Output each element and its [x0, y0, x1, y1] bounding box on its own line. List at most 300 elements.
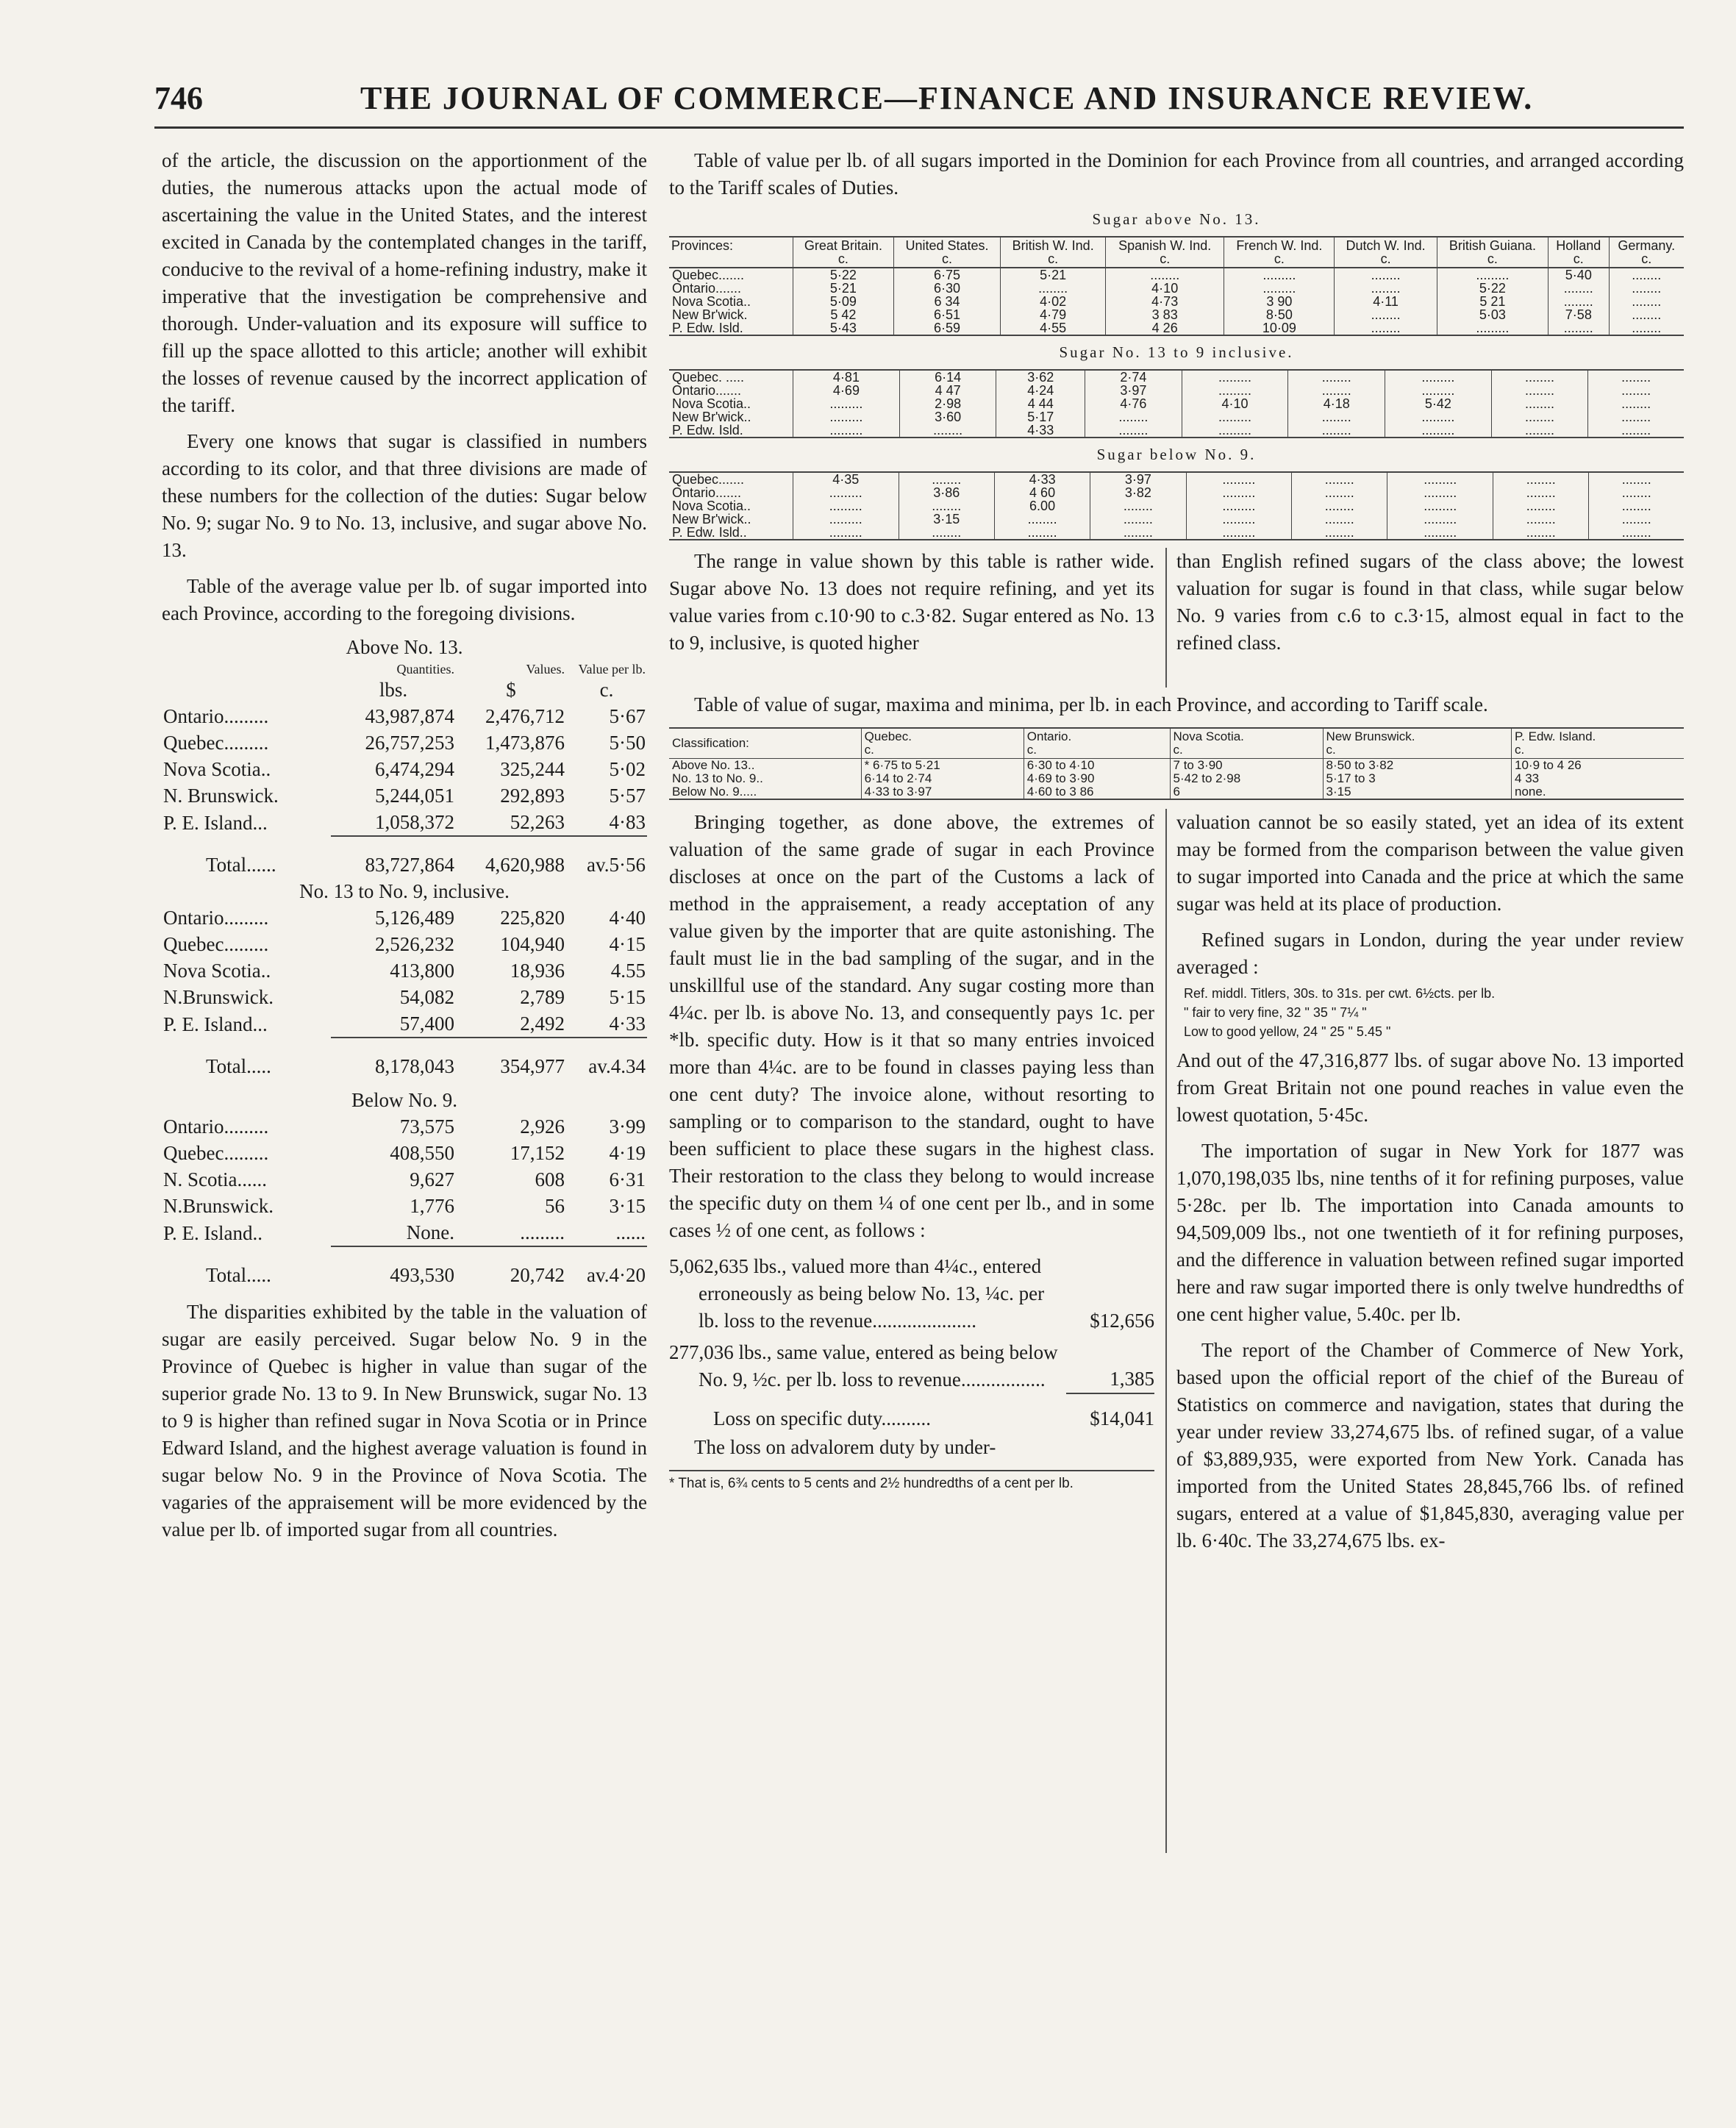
paragraph: The disparities exhibited by the table in the valuation of sugar are easily perceived. Sugar below No. 9 in the Province of Quebec is higher in value than sugar of the superior grade No. 13 to 9. In New Brunswick, sugar No. 13 to 9 is higher than refined sugar in Nova Scotia or in Prince Edward Island, and the highest average valuation is found in sugar below No. 9 in the Province of Nova Scotia. The vagaries of the appraisement will be more evidenced by the value per lb. of imported sugar from all countries.	[162, 1301, 647, 1540]
table-cell: ........	[1001, 282, 1106, 295]
table-cell: ........	[1609, 295, 1684, 308]
table-cell: ........	[1589, 499, 1684, 513]
table-cell: ........	[899, 499, 994, 513]
table-cell: 4·10	[1106, 282, 1224, 295]
table-cell: ........	[1549, 282, 1609, 295]
table-cell: ........	[1493, 472, 1589, 486]
table-cell: 5·22	[793, 268, 894, 282]
table-cell: ........	[994, 526, 1090, 540]
col-header-unit: c.	[864, 743, 874, 757]
table-cell: 4·55	[1001, 321, 1106, 335]
price-line: Low to good yellow, 24 " 25 " 5.45 "	[1184, 1024, 1391, 1039]
table-cell: ........	[899, 424, 996, 438]
table-cell: ........	[1491, 397, 1587, 410]
col-header-label: French W. Ind.	[1236, 238, 1323, 253]
table-cell: ........	[1292, 486, 1387, 499]
table-cell: 6·14 to 2·74	[861, 772, 1024, 785]
table-cell: .........	[1387, 499, 1493, 513]
table-cell: None.	[331, 1219, 456, 1246]
loss-row: 277,036 lbs., same value, entered as being below No. 9, ½c. per lb. loss to revenue................. 1,385	[669, 1341, 1154, 1390]
table-cell: 7 to 3·90	[1170, 759, 1323, 773]
section-title: Below No. 9.	[351, 1089, 457, 1111]
section-title: Sugar below No. 9.	[1096, 446, 1257, 463]
table-row	[162, 1219, 647, 1246]
table-row	[162, 756, 647, 782]
table-cell: 3 83	[1106, 308, 1224, 321]
table-row	[669, 513, 1684, 526]
table-cell: P. E. Island...	[163, 811, 268, 834]
table-cell: Quebec.......	[672, 268, 745, 282]
page-number: 746	[154, 80, 203, 116]
table-cell: 3·86	[899, 486, 994, 499]
col-header	[893, 237, 1000, 268]
table-cell: ........	[1335, 282, 1437, 295]
table-row	[669, 321, 1684, 335]
table-cell: Below No. 9.....	[669, 785, 861, 799]
col-header-label: United States.	[905, 238, 989, 253]
table-cell: 8·50 to 3·82	[1323, 759, 1511, 773]
table-cell: 608	[535, 1168, 565, 1190]
table-row	[669, 424, 1684, 438]
table-cell: Ontario.......	[672, 383, 742, 398]
table-cell: 7·58	[1549, 308, 1609, 321]
col-header-label: British W. Ind.	[1012, 238, 1094, 253]
table-row	[669, 486, 1684, 499]
table-cell: 5·43	[793, 321, 894, 335]
table-cell: .........	[1182, 424, 1288, 438]
table-cell: 3·82	[1090, 486, 1186, 499]
col-header-unit: c.	[837, 251, 849, 266]
col-header	[669, 728, 861, 759]
table-cell: Nova Scotia..	[672, 294, 751, 309]
table-cell: ........	[1292, 526, 1387, 540]
table-cell: Nova Scotia..	[672, 396, 751, 411]
table-cell: 4·33 to 3·97	[861, 785, 1024, 799]
col-header-label: British Guiana.	[1449, 238, 1536, 253]
table-cell: 5·22	[1437, 282, 1548, 295]
table-cell: ........	[1588, 410, 1684, 424]
table-cell: 4·11	[1335, 295, 1437, 308]
table-cell: .........	[1385, 370, 1491, 384]
table-cell: 5·09	[793, 295, 894, 308]
table-cell: ........	[1549, 295, 1609, 308]
table-cell: ........	[1491, 370, 1587, 384]
col-header: Quantities.	[396, 662, 454, 676]
table-cell: 56	[545, 1195, 565, 1217]
table-cell: Quebec.........	[163, 933, 269, 955]
col-header-unit: c.	[1573, 251, 1584, 266]
table-cell: New Br'wick.	[672, 307, 748, 322]
table-cell: ........	[1085, 424, 1182, 438]
col-header-label: Great Britain.	[804, 238, 882, 253]
table-cell: ........	[1588, 384, 1684, 397]
table-cell: 4·83	[566, 809, 647, 836]
table-cell: 10·09	[1224, 321, 1335, 335]
table-cell: P. Edw. Isld.	[669, 321, 793, 335]
table-cell: 6·51	[893, 308, 1000, 321]
paragraph: And out of the 47,316,877 lbs. of sugar above No. 13 imported from Great Britain not one pound reaches in value even the lowest quotation, 5·45c.	[1176, 1049, 1684, 1126]
table-cell: 6	[1170, 785, 1323, 799]
table-cell: 52,263	[456, 809, 566, 836]
table-row	[162, 809, 647, 836]
table-cell: 6·30 to 4·10	[1024, 759, 1170, 773]
table-cell: 3·15	[609, 1195, 646, 1217]
table-cell: 10·9 to 4 26	[1512, 759, 1684, 773]
table-cell: .........	[793, 397, 900, 410]
table-cell: 4 33	[1512, 772, 1684, 785]
table-cell: 26,757,253	[365, 732, 454, 754]
table-cell: 413,800	[390, 960, 454, 982]
col-header-unit: c.	[942, 251, 953, 266]
table-cell: ........	[1090, 513, 1186, 526]
paragraph: The loss on advalorem duty by under-	[694, 1436, 996, 1458]
table-cell: ........	[1090, 526, 1186, 540]
total-row: Total..... 493,530 20,742 av.4·20	[206, 1263, 646, 1286]
table-row	[162, 703, 647, 729]
table-cell: 3·15	[1323, 785, 1511, 799]
table-cell: * 6·75 to 5·21	[861, 759, 1024, 773]
paragraph: Refined sugars in London, during the year under review averaged :	[1176, 929, 1684, 978]
col-header-unit: c.	[1026, 743, 1037, 757]
table-cell: 8·50	[1224, 308, 1335, 321]
col-header	[1106, 237, 1224, 268]
table-cell: .........	[1387, 526, 1493, 540]
total-row: Total..... 8,178,043 354,977 av.4.34	[206, 1054, 646, 1077]
price-line: " fair to very fine, 32 " 35 " 7¼ "	[1184, 1005, 1367, 1020]
unit: lbs.	[379, 679, 408, 701]
table-row	[669, 759, 1684, 773]
table-cell: 4·76	[1085, 397, 1182, 410]
table-cell: 6·31	[609, 1168, 646, 1190]
table-cell: 5·02	[609, 758, 646, 780]
table-row	[669, 410, 1684, 424]
table-cell: 6.00	[994, 499, 1090, 513]
table-cell: ........	[994, 513, 1090, 526]
table-cell: 4·35	[793, 472, 899, 486]
table-cell: 3 90	[1224, 295, 1335, 308]
table-cell: ........	[1609, 282, 1684, 295]
column-rule	[1165, 548, 1167, 688]
table-cell: 3·60	[899, 410, 996, 424]
total-row: Total...... 83,727,864 4,620,988 av.5·56	[206, 853, 646, 876]
table-cell: 5,244,051	[375, 785, 454, 807]
table-row	[669, 397, 1684, 410]
table-cell: ........	[1588, 424, 1684, 438]
col-header-unit: c.	[1274, 251, 1285, 266]
col-header-unit: c.	[1487, 251, 1498, 266]
table-cell: ........	[1493, 513, 1589, 526]
table-cell: 2,526,232	[375, 933, 454, 955]
table-cell: P. Edw. Isld.	[669, 424, 793, 438]
table-cell: .........	[1437, 268, 1548, 282]
table-cell: .........	[1387, 513, 1493, 526]
col-header-unit: c.	[1380, 251, 1391, 266]
col-header-unit: c.	[1048, 251, 1059, 266]
table-row	[669, 308, 1684, 321]
table-cell: ........	[1292, 472, 1387, 486]
table-cell: .........	[793, 486, 899, 499]
table-cell: 4·69 to 3·90	[1024, 772, 1170, 785]
table-row	[669, 472, 1684, 486]
table-cell: Nova Scotia..	[672, 499, 751, 513]
paragraph: Table of value of sugar, maxima and minima, per lb. in each Province, and according to Tariff scale.	[694, 693, 1488, 715]
table-cell: 17,152	[510, 1142, 565, 1164]
col-header-unit: c.	[1641, 251, 1652, 266]
lower-text	[669, 809, 1684, 1853]
table-cell: 225,820	[500, 907, 565, 929]
paragraph: than English refined sugars of the class above; the lowest valuation for sugar is found in that class, while sugar below No. 9 varies from c.6 to c.3·15, almost equal in fact to the refined class.	[1176, 550, 1684, 654]
table-cell: none.	[1512, 785, 1684, 799]
table-cell: .........	[1182, 384, 1288, 397]
table-cell: 2,789	[520, 986, 565, 1008]
table-cell: 4·73	[1106, 295, 1224, 308]
table-cell: .........	[1385, 424, 1491, 438]
col-header	[1335, 237, 1437, 268]
table-cell: 4·10	[1182, 397, 1288, 410]
table-cell: .........	[1182, 410, 1288, 424]
table-cell: .........	[1385, 384, 1491, 397]
province-table-above-13	[669, 236, 1684, 336]
table-cell: ........	[1288, 424, 1385, 438]
table-cell: 2·74	[1085, 370, 1182, 384]
col-header	[1024, 728, 1170, 759]
table-cell: 5·50	[609, 732, 646, 754]
col-header-unit: c.	[1515, 743, 1525, 757]
table-cell: 292,893	[500, 785, 565, 807]
table-cell: 4·15	[609, 933, 646, 955]
table-cell: ........	[1288, 370, 1385, 384]
table-cell: ........	[1335, 308, 1437, 321]
table-cell: 4·19	[609, 1142, 646, 1164]
col-header-unit: c.	[1160, 251, 1171, 266]
table-cell: 3·99	[609, 1115, 646, 1138]
table-cell: 4·24	[996, 384, 1085, 397]
col-header-label: Classification:	[672, 736, 749, 750]
table-cell: 6,474,294	[375, 758, 454, 780]
table-row	[669, 772, 1684, 785]
col-header	[1170, 728, 1323, 759]
table-cell: 5,126,489	[375, 907, 454, 929]
table-cell: 1,776	[410, 1195, 454, 1217]
table-cell: ........	[899, 472, 994, 486]
col-header: Value per lb.	[578, 662, 646, 676]
table-cell: 4 26	[1106, 321, 1224, 335]
price-line: Ref. middl. Titlers, 30s. to 31s. per cwt. 6½cts. per lb.	[1184, 986, 1496, 1001]
table-cell: .........	[1437, 321, 1548, 335]
table-cell: .........	[793, 410, 900, 424]
table-cell: 2,492	[456, 1010, 566, 1038]
table-cell: 3·97	[1090, 472, 1186, 486]
section-title: Above No. 13.	[346, 636, 463, 658]
table-row	[162, 1010, 647, 1038]
table-cell: .........	[1186, 499, 1292, 513]
table-cell: 4·33	[566, 1010, 647, 1038]
table-row	[162, 782, 647, 809]
table-cell: Nova Scotia..	[163, 960, 271, 982]
table-cell: 5·57	[609, 785, 646, 807]
table-cell: 4 47	[899, 384, 996, 397]
table-cell: ........	[1085, 410, 1182, 424]
table-cell: ........	[1491, 410, 1587, 424]
header-rule	[154, 126, 1684, 129]
col-header-label: Germany.	[1618, 238, 1676, 253]
table-cell: .........	[1186, 472, 1292, 486]
table-cell: 6·30	[893, 282, 1000, 295]
loss-row: 5,062,635 lbs., valued more than 4¼c., entered erroneously as being below No. 13, ¼c. per lb. loss to the revenue..................... $12,656	[669, 1255, 1154, 1332]
table-cell: Ontario.........	[163, 705, 269, 727]
table-cell: 4·81	[793, 370, 900, 384]
table-cell: N. Scotia......	[163, 1168, 267, 1190]
table-cell: N.Brunswick.	[163, 1195, 274, 1217]
table-cell: .........	[793, 424, 900, 438]
paragraph: of the article, the discussion on the apportionment of the duties, the numerous attacks upon the actual mode of ascertaining the value in the United States, and the interest excited in Canada by the contemplated changes in the tariff, conducive to the revival of a home-refining industry, make it imperative that the investigation be comprehensive and thorough. Under-valuation and its exposure will suffice to fill up the space allotted to this article; another will exhibit the losses of revenue caused by the incorrect application of the tariff.	[162, 149, 647, 416]
table-cell: .........	[1182, 370, 1288, 384]
table-cell: Quebec.........	[163, 1142, 269, 1164]
table-cell: .........	[1385, 410, 1491, 424]
table-cell: 408,550	[390, 1142, 454, 1164]
table-cell: N. Brunswick.	[163, 785, 279, 807]
paragraph: Every one knows that sugar is classified in numbers according to its color, and that three divisions are made of these numbers for the collection of the duties: Sugar below No. 9; sugar No. 9 to No. 13, inclusive, and sugar above No. 13.	[162, 430, 647, 561]
table-cell: ........	[1589, 486, 1684, 499]
average-value-table	[162, 662, 647, 1288]
table-cell: 4·02	[1001, 295, 1106, 308]
table-cell: 4·33	[996, 424, 1085, 438]
table-cell: ........	[1493, 486, 1589, 499]
col-header-label: Holland	[1556, 238, 1601, 253]
page-header	[154, 79, 1699, 124]
table-cell: New Br'wick..	[672, 512, 751, 526]
col-header	[1323, 728, 1511, 759]
table-cell: 3·97	[1085, 384, 1182, 397]
paragraph: The report of the Chamber of Commerce of New York, based upon the official report of the chief of the Bureau of Statistics on commerce and navigation, states that during the year under review 33,274,675 lbs. of refined sugar, of a value of $3,889,935, were exported from New York. Canada has imported from the United States 28,845,766 lbs. of refined sugars, entered at a value of $1,845,830, averaging value per lb. 6·40c. The 33,274,675 lbs. ex-	[1176, 1339, 1684, 1552]
table-cell: 5·67	[609, 705, 646, 727]
table-cell: 104,940	[500, 933, 565, 955]
table-cell: Ontario.......	[672, 281, 742, 296]
table-cell: No. 13 to No. 9..	[672, 771, 763, 785]
table-cell: New Br'wick..	[672, 410, 751, 424]
table-row	[162, 904, 647, 931]
col-header: Values.	[526, 662, 565, 676]
table-row	[162, 1193, 647, 1219]
col-header-label: Nova Scotia.	[1173, 729, 1244, 743]
table-cell: P. Edw. Isld..	[669, 526, 793, 540]
table-cell: 6·59	[893, 321, 1000, 335]
table-cell: ........	[1335, 268, 1437, 282]
table-cell: 5·21	[793, 282, 894, 295]
table-cell: .........	[1387, 486, 1493, 499]
maxima-minima-table	[669, 727, 1684, 800]
table-cell: Nova Scotia..	[163, 758, 271, 780]
col-header-unit: c.	[1173, 743, 1183, 757]
right-column	[669, 147, 1684, 1853]
table-cell: 6·14	[899, 370, 996, 384]
table-cell: 18,936	[510, 960, 565, 982]
paragraph: Table of the average value per lb. of sugar imported into each Province, according to the foregoing divisions.	[162, 575, 647, 624]
table-cell: ........	[1589, 472, 1684, 486]
table-cell: 2·98	[899, 397, 996, 410]
table-cell: ........	[1589, 513, 1684, 526]
table-row	[669, 785, 1684, 799]
table-cell: 5·21	[1001, 268, 1106, 282]
col-header-label: Quebec.	[864, 729, 912, 743]
table-cell: ........	[1335, 321, 1437, 335]
table-cell: 5 42	[793, 308, 894, 321]
table-cell: 6·75	[893, 268, 1000, 282]
table-cell: 5·42 to 2·98	[1170, 772, 1323, 785]
col-header	[669, 237, 793, 268]
section-title: Sugar No. 13 to 9 inclusive.	[1059, 343, 1294, 361]
table-cell: .........	[1186, 526, 1292, 540]
table-cell: ........	[1588, 370, 1684, 384]
table-cell: 5·40	[1549, 268, 1609, 282]
table-cell: 73,575	[399, 1115, 454, 1138]
table-cell: ........	[1106, 268, 1224, 282]
col-header	[861, 728, 1024, 759]
table-cell: 54,082	[399, 986, 454, 1008]
table-cell: 5 21	[1437, 295, 1548, 308]
table-cell: .........	[1186, 486, 1292, 499]
table-cell: ........	[1288, 384, 1385, 397]
table-row	[162, 1166, 647, 1193]
table-cell: 2,476,712	[485, 705, 565, 727]
province-table-13-to-9	[669, 369, 1684, 438]
table-cell: ........	[1493, 526, 1589, 540]
table-cell: P. E. Island..	[163, 1221, 262, 1244]
col-header-label: Ontario.	[1026, 729, 1072, 743]
table-row	[669, 282, 1684, 295]
table-cell: ........	[1589, 526, 1684, 540]
table-cell: .........	[1224, 282, 1335, 295]
column-rule	[1165, 809, 1167, 1853]
table-cell: 3·62	[996, 370, 1085, 384]
loss-table	[669, 1253, 1154, 1432]
table-cell: 325,244	[500, 758, 565, 780]
table-cell: ........	[1609, 321, 1684, 335]
table-cell: N.Brunswick.	[163, 986, 274, 1008]
table-cell: Ontario.........	[163, 1115, 269, 1138]
col-header-label: New Brunswick.	[1326, 729, 1415, 743]
london-prices	[1184, 984, 1684, 1041]
table-cell: 3·15	[899, 513, 994, 526]
paragraph: Table of value per lb. of all sugars imported in the Dominion for each Province from all countries, and arranged according to the Tariff scales of Duties.	[669, 149, 1684, 199]
table-row	[162, 1113, 647, 1140]
table-cell: ......	[566, 1219, 647, 1246]
table-cell: ........	[1549, 321, 1609, 335]
table-cell: 4 44	[996, 397, 1085, 410]
table-cell: ........	[1292, 513, 1387, 526]
table-cell: .........	[456, 1219, 566, 1246]
col-header-label: Spanish W. Ind.	[1118, 238, 1212, 253]
table-cell: 5·17	[996, 410, 1085, 424]
table-cell: 1,473,876	[485, 732, 565, 754]
section-title: No. 13 to No. 9, inclusive.	[299, 880, 510, 902]
col-header	[1512, 728, 1684, 759]
unit: $	[506, 679, 516, 701]
table-row	[162, 931, 647, 957]
table-cell: ........	[1609, 268, 1684, 282]
unit: c.	[599, 679, 614, 701]
lower-left-text	[669, 809, 1154, 1492]
table-cell: Ontario.......	[672, 485, 742, 500]
table-row	[162, 957, 647, 984]
table-cell: Above No. 13..	[672, 758, 755, 772]
left-column	[162, 147, 647, 1552]
col-header-unit: c.	[1326, 743, 1336, 757]
province-table-below-9	[669, 471, 1684, 540]
table-cell: 43,987,874	[365, 705, 454, 727]
table-cell: 4·60 to 3 86	[1024, 785, 1170, 799]
col-header-label: Dutch W. Ind.	[1346, 238, 1426, 253]
